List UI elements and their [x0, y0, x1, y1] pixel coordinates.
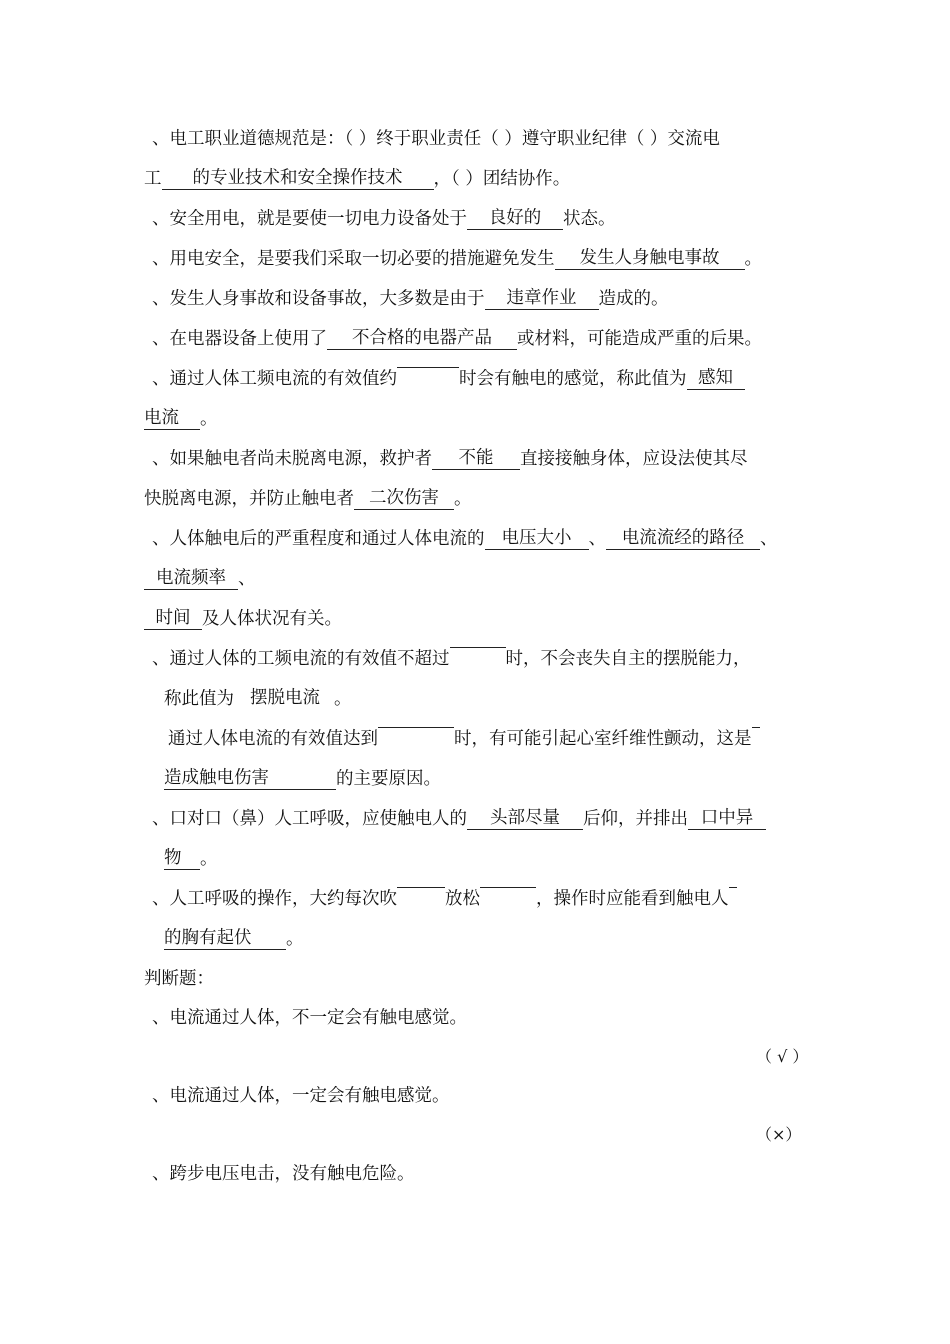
- question-12-text-mid: ，操作时应能看到触电人: [536, 889, 729, 909]
- question-8-separator: 、: [760, 529, 778, 549]
- question-8-text: 、人体触电后的严重程度和通过人体电流的: [152, 529, 485, 549]
- question-10-line-2: [164, 767, 441, 791]
- question-12-line-1: [152, 887, 737, 911]
- question-4-answer-blank: 违章作业: [485, 287, 599, 310]
- question-12-value-blank-a: [397, 887, 445, 888]
- question-10-answer-blank: 造成触电伤害: [164, 767, 336, 790]
- question-12-underline-tail: [729, 887, 737, 888]
- question-8-answer-blank-d: 时间: [144, 607, 202, 630]
- question-9-text-cont: 称此值为: [164, 689, 234, 709]
- question-12-value-blank-b: [480, 887, 536, 888]
- question-11-line-1: [152, 807, 766, 831]
- question-9-line-1: [152, 647, 751, 671]
- question-5: [152, 327, 762, 351]
- question-10-text-mid: 时，有可能引起心室纤维性颤动，这是: [454, 729, 752, 749]
- question-5-answer-blank: 不合格的电器产品: [327, 327, 517, 350]
- question-10-underline-tail: [752, 727, 760, 728]
- question-11-text-mid: 后仰，并排出: [583, 809, 688, 829]
- question-10-text-end: 的主要原因。: [336, 769, 441, 789]
- question-3-text: 、用电安全，是要我们采取一切必要的措施避免发生: [152, 249, 555, 269]
- question-11-answer-blank-b: 口中异: [688, 807, 766, 830]
- question-9-text: 、通过人体的工频电流的有效值不超过: [152, 649, 450, 669]
- question-3-text-end: 。: [744, 249, 762, 269]
- judgment-item-3: 、跨步电压电击，没有触电危险。: [152, 1164, 415, 1184]
- question-8-line-3: [144, 607, 342, 631]
- question-9-line-2: [164, 687, 352, 711]
- question-1-answer-blank: 的专业技术和安全操作技术: [162, 167, 434, 190]
- question-4-text-end: 造成的。: [598, 289, 669, 309]
- question-8-line-2: [144, 567, 256, 591]
- question-2-text: 、安全用电，就是要使一切电力设备处于: [152, 209, 467, 229]
- question-6-text-mid: 时会有触电的感觉，称此值为: [459, 369, 687, 389]
- question-12-text: 、人工呼吸的操作，大约每次吹: [152, 889, 397, 909]
- question-9-text-mid: 时，不会丧失自主的摆脱能力，: [505, 649, 751, 669]
- judgment-answer-1: （ √ ）: [756, 1047, 809, 1066]
- question-11-answer-blank-c: 物: [164, 847, 200, 870]
- question-7-text-cont: 快脱离电源，并防止触电者: [144, 489, 354, 509]
- question-11-answer-blank-a: 头部尽量: [467, 807, 583, 830]
- question-11-line-2: [164, 847, 218, 871]
- question-5-text-end: 或材料，可能造成严重的后果。: [517, 329, 762, 349]
- question-6-answer-blank-a: 感知: [687, 367, 745, 390]
- question-4: [152, 287, 669, 311]
- question-6-value-blank: [397, 367, 459, 368]
- question-8-separator: 、: [588, 529, 606, 549]
- question-7-answer-blank-b: 二次伤害: [354, 487, 454, 510]
- question-8-text-end: 及人体状况有关。: [202, 609, 342, 629]
- question-7-text: 、如果触电者尚未脱离电源，救护者: [152, 449, 432, 469]
- question-2-text-end: 状态。: [563, 209, 616, 229]
- question-1-text-end: ，（ ）团结协作。: [433, 169, 571, 189]
- question-9-text-end: 。: [334, 689, 352, 709]
- question-12-text-end: 。: [286, 929, 304, 949]
- question-10-line-1: [168, 727, 760, 751]
- question-11-text-end: 。: [200, 849, 218, 869]
- question-8-answer-blank-a: 电压大小: [485, 527, 589, 550]
- question-8-separator: 、: [238, 569, 256, 589]
- question-6-text-end: 。: [200, 409, 218, 429]
- question-10-text: 通过人体电流的有效值达到: [168, 729, 378, 749]
- question-5-text: 、在电器设备上使用了: [152, 329, 327, 349]
- judgment-answer-2: （×）: [756, 1125, 802, 1144]
- question-4-text: 、发生人身事故和设备事故，大多数是由于: [152, 289, 485, 309]
- judgment-heading: 判断题：: [144, 969, 214, 989]
- question-2-answer-blank: 良好的: [467, 207, 563, 230]
- question-8-answer-blank-c: 电流频率: [144, 567, 238, 590]
- question-7-line-1: [152, 447, 748, 471]
- judgment-item-2: 、电流通过人体，一定会有触电感觉。: [152, 1086, 450, 1106]
- question-7-answer-blank-a: 不能: [432, 447, 520, 470]
- question-7-text-end: 。: [454, 489, 472, 509]
- question-1-text-cont: 工: [144, 169, 162, 189]
- question-6-text: 、通过人体工频电流的有效值约: [152, 369, 397, 389]
- question-3-answer-blank: 发生人身触电事故: [555, 247, 745, 270]
- question-7-text-mid: 直接接触身体，应设法使其尽: [520, 449, 748, 469]
- question-1-line-2: [144, 167, 570, 191]
- question-12-text-mid: 放松: [445, 889, 480, 909]
- question-8-line-1: [152, 527, 778, 551]
- question-9-answer-blank: 摆脱电流: [250, 688, 320, 708]
- question-7-line-2: [144, 487, 472, 511]
- question-2: [152, 207, 616, 231]
- question-11-text: 、口对口（鼻）人工呼吸，应使触电人的: [152, 809, 467, 829]
- question-6-answer-blank-b: 电流: [144, 407, 200, 430]
- question-1-text: 、电工职业道德规范是：（ ）终于职业责任（ ）遵守职业纪律（ ）交流电: [152, 129, 720, 149]
- question-1-line-1: [152, 127, 720, 151]
- question-6-line-1: [152, 367, 745, 391]
- question-12-answer-blank: 的胸有起伏: [164, 927, 286, 950]
- question-3: [152, 247, 762, 271]
- judgment-item-1: 、电流通过人体，不一定会有触电感觉。: [152, 1008, 467, 1028]
- question-9-value-blank: [450, 647, 506, 648]
- question-6-line-2: [144, 407, 218, 431]
- question-10-value-blank: [378, 727, 454, 728]
- question-12-line-2: [164, 927, 304, 951]
- question-8-answer-blank-b: 电流流经的路径: [606, 527, 760, 550]
